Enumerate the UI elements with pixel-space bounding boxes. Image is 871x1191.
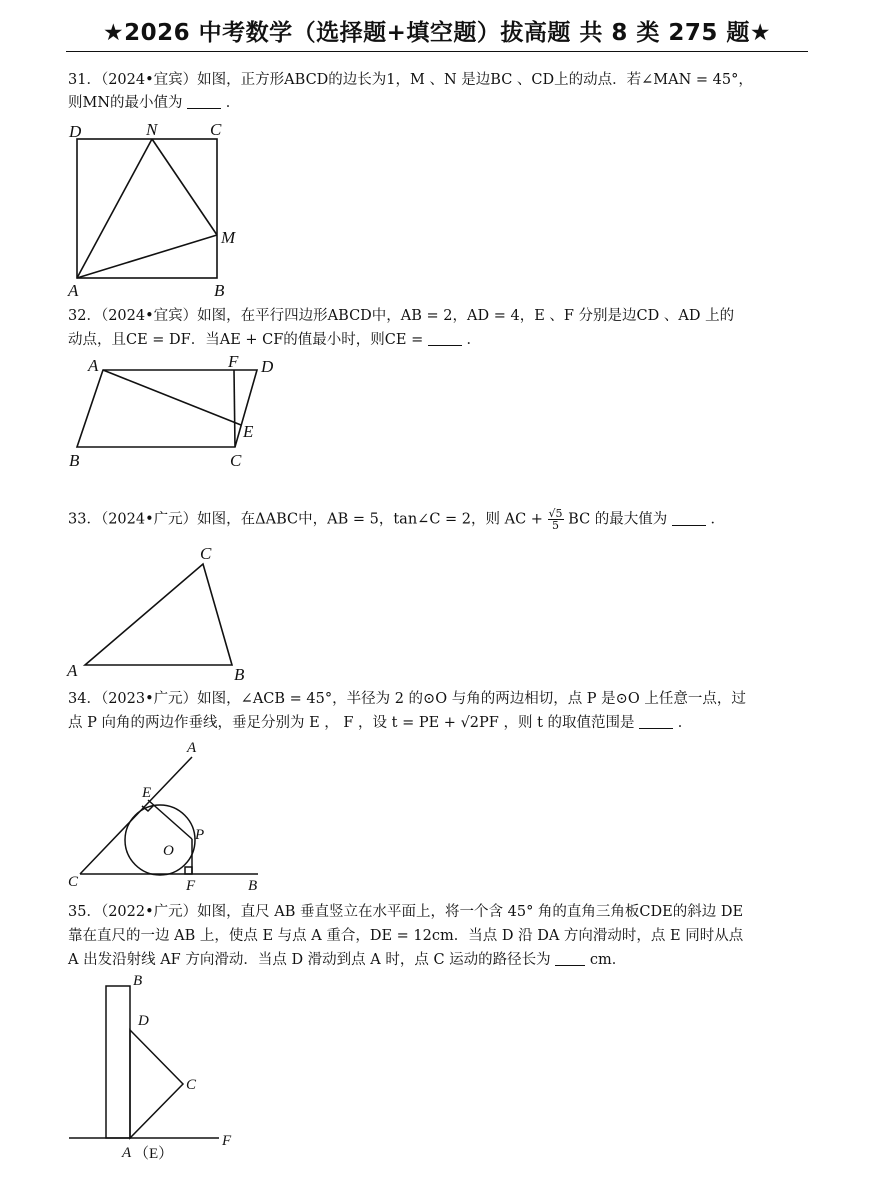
q35-label-D: D bbox=[138, 1013, 149, 1029]
q32-label-D: D bbox=[261, 357, 274, 376]
q31-number: 31． bbox=[68, 72, 101, 88]
q35-label-F: F bbox=[222, 1133, 232, 1149]
q32-label-F: F bbox=[228, 352, 239, 371]
q34-number: 34． bbox=[68, 691, 101, 707]
q33-label-C: C bbox=[200, 544, 212, 563]
q31-text-1: 如图，正方形ABCD的边长为1，M 、N 是边BC 、CD上的动点．若∠MAN = 45°， bbox=[197, 72, 753, 88]
q32-label-C: C bbox=[230, 451, 242, 470]
q35-triangle-CDE bbox=[130, 1030, 183, 1138]
q34-text-1: 如图，∠ACB = 45°，半径为 2 的⊙O 与角的两边相切，点 P 是⊙O 上任意一点，过 bbox=[197, 691, 746, 707]
q32-label-A: A bbox=[88, 356, 99, 375]
q33-text-b: BC 的最大值为 bbox=[568, 511, 668, 528]
q32-text-2-end: ． bbox=[466, 332, 481, 348]
q34-label-B: B bbox=[248, 878, 258, 894]
q31-label-M: M bbox=[221, 228, 236, 247]
q35-label-C: C bbox=[186, 1077, 197, 1093]
q33-text-end: ． bbox=[710, 511, 726, 528]
q35-label-A: A bbox=[122, 1145, 132, 1161]
q32-text-2: 动点，且CE = DF．当AE + CF的值最小时，则CE = bbox=[68, 332, 424, 348]
page-header-title: ★2026 中考数学（选择题+填空题）拔高题 共 8 类 275 题★ bbox=[102, 20, 772, 46]
q31-label-B: B bbox=[214, 281, 225, 300]
q32-text-1: 如图，在平行四边形ABCD中，AB = 2，AD = 4，E 、F 分别是边CD 、AD 上的 bbox=[197, 308, 735, 324]
q34-label-O: O bbox=[163, 843, 174, 859]
q33-label-B: B bbox=[234, 665, 245, 684]
q34-text-2: 点 P 向角的两边作垂线，垂足分别为 E ， F ，设 t = PE + √2PF ，则 t 的取值范围是 bbox=[68, 715, 635, 731]
q31-label-N: N bbox=[146, 120, 158, 139]
q35-number: 35． bbox=[68, 904, 101, 920]
q31-label-D: D bbox=[69, 122, 82, 141]
q32-label-B: B bbox=[69, 451, 80, 470]
q34-label-A: A bbox=[187, 740, 197, 756]
q33-source: （2024•广元） bbox=[100, 511, 198, 528]
q35-label-B: B bbox=[133, 973, 143, 989]
q35-text-3: A 出发沿射线 AF 方向滑动．当点 D 滑动到点 A 时，点 C 运动的路径长为 bbox=[68, 952, 551, 968]
q33-fraction-numerator: √5 bbox=[548, 507, 563, 520]
q34-label-P: P bbox=[195, 827, 205, 843]
q35-label-E-paren: （E） bbox=[134, 1146, 174, 1162]
q33-number: 33． bbox=[68, 511, 101, 528]
q35-text-2: 靠在直尺的一边 AB 上，使点 E 与点 A 重合，DE = 12cm．当点 D 沿 DA 方向滑动时，点 E 同时从点 bbox=[68, 928, 744, 944]
q33-text-a: 如图，在ΔABC中，AB = 5，tan∠C = 2，则 AC + bbox=[197, 511, 543, 528]
q35-source: （2022•广元） bbox=[100, 904, 198, 920]
q34-text-2-end: ． bbox=[677, 715, 693, 731]
q32-source: （2024•宜宾） bbox=[100, 308, 198, 324]
q35-text-1: 如图，直尺 AB 垂直竖立在水平面上，将一个含 45° 角的直角三角板CDE的斜边 DE bbox=[197, 904, 744, 920]
q35-ruler bbox=[106, 986, 130, 1138]
q31-text-2: 则MN的最小值为 bbox=[68, 95, 183, 111]
q31-label-A: A bbox=[68, 281, 79, 300]
q34-label-F: F bbox=[186, 878, 196, 894]
q32-label-E: E bbox=[243, 422, 254, 441]
q31-label-C: C bbox=[210, 120, 222, 139]
q32-number: 32． bbox=[68, 308, 101, 324]
q33-fraction-denominator: 5 bbox=[552, 519, 560, 532]
q33-label-A: A bbox=[67, 661, 78, 680]
q35-text-3-end: cm． bbox=[589, 952, 627, 968]
q34-source: （2023•广元） bbox=[100, 691, 198, 707]
q31-source: （2024•宜宾） bbox=[100, 72, 198, 88]
q31-text-2-end: ． bbox=[225, 95, 241, 111]
q34-label-C: C bbox=[68, 874, 79, 890]
q34-label-E: E bbox=[142, 785, 152, 801]
